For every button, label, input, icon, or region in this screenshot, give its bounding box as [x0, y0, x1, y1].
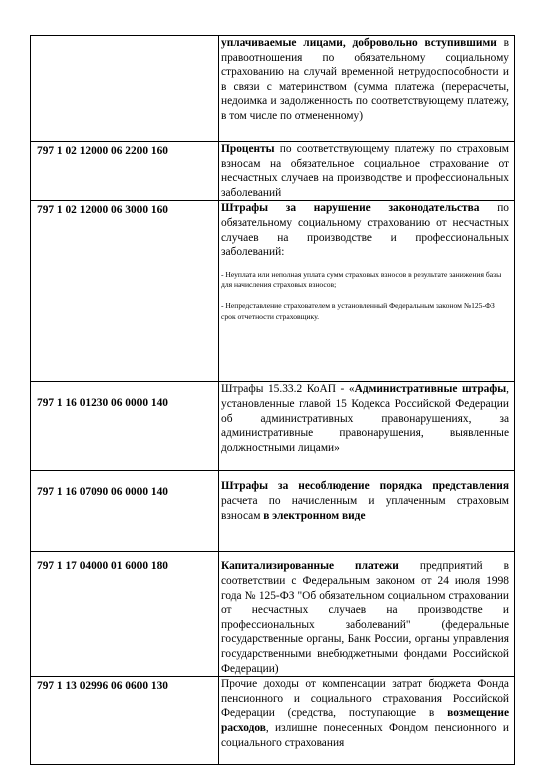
description-cell	[219, 552, 515, 677]
code-cell	[31, 36, 219, 142]
note-text: - Неуплата или неполная уплата сумм страховых взносов в результате занижения базы для начисления страховых взносов;	[221, 269, 502, 290]
description	[219, 36, 514, 124]
description-cell	[219, 382, 515, 471]
code-cell	[31, 471, 219, 552]
budget-code: 797 1 16 07090 06 0000 140	[37, 486, 168, 499]
description	[219, 382, 514, 455]
code-cell	[31, 552, 219, 677]
budget-code: 797 1 02 12000 06 2200 160	[37, 145, 168, 157]
description	[219, 201, 514, 259]
text-run: , установленные главой 15 Кодекса Российской Федерации об административных правонарушениях, за административные правонарушения, выявленные должностными лицами»	[221, 383, 509, 454]
budget-code: 797 1 13 02996 06 0600 130	[37, 680, 168, 693]
code-cell	[31, 142, 219, 201]
bold-text-run: Административные штрафы	[354, 383, 507, 396]
revenue-codes-table	[30, 35, 515, 765]
table-row	[31, 677, 515, 765]
bold-text-run: Штрафы за нарушение законодательства	[221, 202, 480, 215]
table-row	[31, 382, 515, 471]
budget-code	[31, 36, 218, 38]
text-run: Прочие доходы от компенсации затрат бюджета Фонда пенсионного и социального страхования Российской Федерации (средства, поступающие в	[221, 678, 509, 720]
bold-text-run: возмещение расходов	[221, 707, 509, 734]
code-cell	[31, 201, 219, 382]
description-cell	[219, 677, 515, 765]
budget-code: 797 1 02 12000 06 3000 160	[37, 204, 168, 217]
description-cell	[219, 36, 515, 142]
text-run: по обязательному социальному страхованию от несчастных случаев на производстве и профессиональных заболеваний:	[221, 202, 509, 259]
table-row	[31, 36, 515, 142]
text-run: расчета по начисленным и уплаченным страховым взносам	[221, 494, 509, 522]
description-cell	[219, 201, 515, 382]
bold-text-run: Штрафы за несоблюдение порядка представления	[221, 480, 509, 493]
description	[219, 552, 514, 676]
description-cell	[219, 142, 515, 201]
bold-text-run: уплачиваемые лицами, добровольно вступившими	[221, 37, 497, 49]
text-run: предприятий в соответствии с Федеральным законом от 24 июля 1998 года № 125-ФЗ "Об обязательном социальном страховании от несчастных случаев на производстве и профессиональных заболеваний" (федеральные государственные органы, Банк России, органы управления государственными внебюджетными фондами Российской Федерации)	[221, 560, 509, 675]
table-row	[31, 471, 515, 552]
table-row	[31, 552, 515, 677]
bold-text-run: Проценты	[221, 143, 275, 155]
text-run: Штрафы 15.33.2 КоАП - «	[221, 383, 355, 396]
description	[219, 677, 514, 750]
budget-code: 797 1 16 01230 06 0000 140	[37, 397, 168, 410]
budget-code: 797 1 17 04000 01 6000 180	[37, 560, 168, 573]
description	[219, 142, 514, 200]
text-run: , излишне понесенных Фондом пенсионного и социального страхования	[221, 721, 509, 749]
table-row	[31, 201, 515, 382]
code-cell	[31, 677, 219, 765]
description	[219, 471, 514, 523]
text-run: в правоотношения по обязательному социальному страхованию на случай временной нетрудоспособности и в связи с материнством (сумма платежа (перерасчеты, недоимка и задолженность по соответствующему платежу, в том числе по отмененному)	[221, 37, 509, 122]
table-row	[31, 142, 515, 201]
description-cell	[219, 471, 515, 552]
bold-text-run: в электронном виде	[263, 509, 366, 522]
note-text: - Непредставление страхователем в установленный Федеральным законом №125-ФЗ срок отчетности страховщику.	[221, 300, 495, 321]
code-cell	[31, 382, 219, 471]
bold-text-run: Капитализированные платежи	[221, 560, 399, 573]
text-run: по соответствующему платежу по страховым взносам на обязательное социальное страхование от несчастных случаев на производстве и профессиональных заболеваний	[221, 143, 509, 199]
